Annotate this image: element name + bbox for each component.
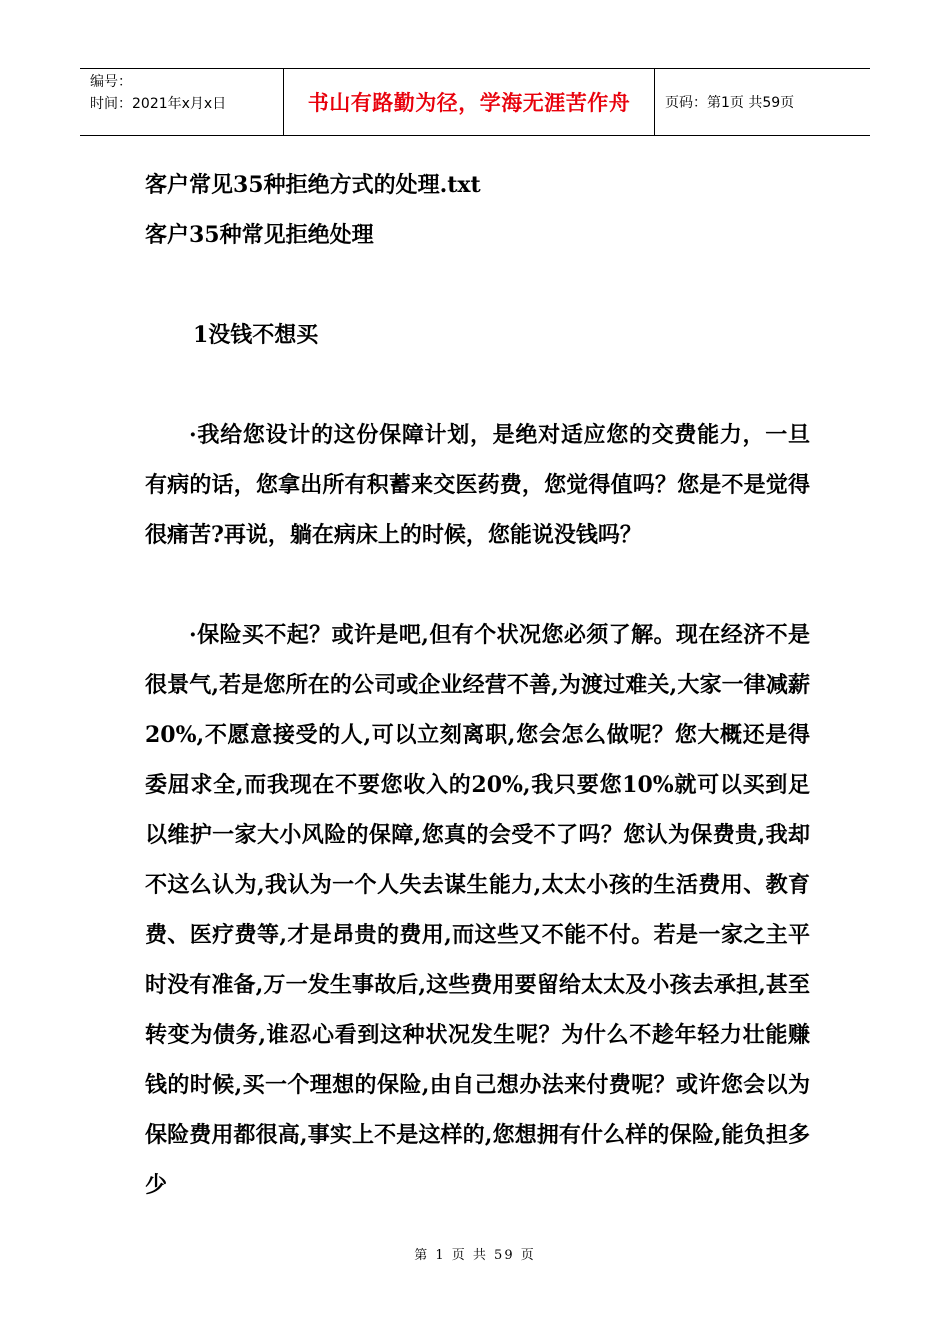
- document-body: [145, 160, 810, 1232]
- header-motto: 书山有路勤为径，学海无涯苦作舟: [307, 90, 631, 115]
- paragraph-1: ·我给您设计的这份保障计划，是绝对适应您的交费能力，一旦有病的话，您拿出所有积蓄来交医药费，您觉得值吗？您是不是觉得很痛苦?再说，躺在病床上的时候，您能说没钱吗？: [145, 422, 810, 548]
- header-number-label: 编号：: [90, 74, 132, 90]
- paragraph-2: ·保险买不起？或许是吧,但有个状况您必须了解。现在经济不是很景气,若是您所在的公司或企业经营不善,为渡过难关,大家一律减薪20%,不愿意接受的人,可以立刻离职,您会怎么做呢？您大概还是得委屈求全,而我现在不要您收入的20%,我只要您10%就可以买到足以维护一家大小风险的保障,您真的会受不了吗？您认为保费贵,我却不这么认为,我认为一个人失去谋生能力,太太小孩的生活费用、教育费、医疗费等,才是昂贵的费用,而这些又不能不付。若是一家之主平时没有准备,万一发生事故后,这些费用要留给太太及小孩去承担,甚至转变为债务,谁忍心看到这种状况发生呢？为什么不趁年轻力壮能赚钱的时候,买一个理想的保险,由自己想办法来付费呢？或许您会以为保险费用都很高,事实上不是这样的,您想拥有什么样的保险,能负担多少: [145, 622, 810, 1198]
- page-footer: 第 1 页 共 59 页: [414, 1248, 536, 1263]
- header-motto-cell: [283, 69, 655, 135]
- document-header: [80, 68, 870, 136]
- header-meta-cell: [80, 69, 283, 135]
- header-time-label: 时间：2021年x月x日: [90, 96, 227, 112]
- document-subtitle: 客户35种常见拒绝处理: [145, 222, 374, 248]
- header-page-cell: [655, 69, 870, 135]
- header-page-label: 页码：第1页 共59页: [665, 95, 795, 111]
- file-title: 客户常见35种拒绝方式的处理.txt: [145, 172, 481, 198]
- section-heading: 1没钱不想买: [193, 322, 319, 348]
